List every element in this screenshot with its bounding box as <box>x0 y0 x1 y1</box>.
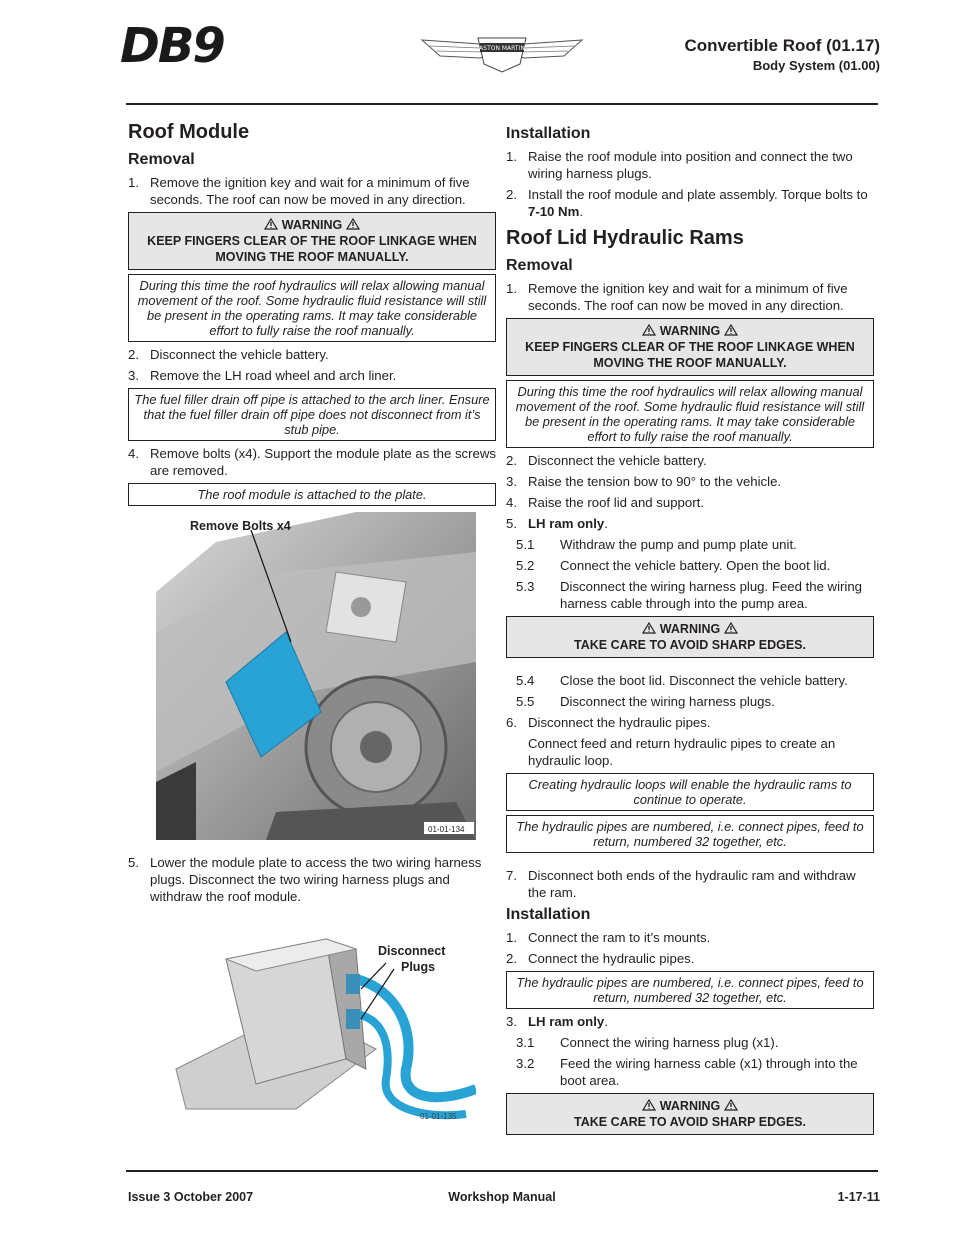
warning-icon <box>642 622 656 634</box>
section-title: Convertible Roof (01.17) <box>684 36 880 55</box>
sub-step: 5.5 Disconnect the wiring harness plugs. <box>516 694 775 709</box>
note-box: The hydraulic pipes are numbered, i.e. connect pipes, feed to return, numbered 32 together, etc. <box>506 815 874 853</box>
warning-icon <box>346 218 360 230</box>
warning-icon <box>642 324 656 336</box>
step: 1. Remove the ignition key and wait for a minimum of five seconds. The roof can now be moved in any direction. <box>506 281 848 313</box>
figure-remove-bolts <box>156 512 476 840</box>
step: 5. Lower the module plate to access the two wiring harness plugs. Disconnect the two wiring harness plugs and withdraw the roof module. <box>128 855 482 904</box>
step: 4. Raise the roof lid and support. <box>506 495 704 510</box>
footer-manual: Workshop Manual <box>448 1190 556 1204</box>
heading-roof-module: Roof Module <box>128 121 250 143</box>
note-box: During this time the roof hydraulics will relax allowing manual movement of the roof. Some hydraulic fluid resistance will still be present in the operating rams. It may take considerable effort to fully raise the roof manually. <box>506 380 874 448</box>
step: 3. Raise the tension bow to 90° to the vehicle. <box>506 474 782 489</box>
step: 2. Disconnect the vehicle battery. <box>506 453 707 468</box>
heading-removal: Removal <box>128 151 195 168</box>
figure-id: 01-01-135 <box>420 1112 457 1121</box>
warning-box: WARNING KEEP FINGERS CLEAR OF THE ROOF LINKAGE WHEN MOVING THE ROOF MANUALLY. <box>128 212 496 270</box>
step: 3. LH ram only. <box>506 1014 608 1029</box>
warning-icon <box>724 622 738 634</box>
paragraph: Connect feed and return hydraulic pipes to create an hydraulic loop. <box>528 736 836 768</box>
step: 2. Disconnect the vehicle battery. <box>128 347 329 362</box>
figure-id: 01-01-134 <box>428 825 465 834</box>
step: 5. LH ram only. <box>506 516 608 531</box>
sub-step: 5.4 Close the boot lid. Disconnect the vehicle battery. <box>516 673 848 688</box>
warning-icon <box>642 1099 656 1111</box>
heading-installation: Installation <box>506 125 591 142</box>
heading-removal: Removal <box>506 257 573 274</box>
callout-label: Remove Bolts x4 <box>190 519 291 533</box>
note-box: During this time the roof hydraulics will relax allowing manual movement of the roof. Some hydraulic fluid resistance will still be present in the operating rams. It may take considerable effort to fully raise the roof manually. <box>128 274 496 342</box>
note-box: Creating hydraulic loops will enable the hydraulic rams to continue to operate. <box>506 773 874 811</box>
callout-label: Disconnect <box>378 944 446 958</box>
svg-text:ASTON MARTIN: ASTON MARTIN <box>479 45 525 52</box>
step: 1. Remove the ignition key and wait for a minimum of five seconds. The roof can now be moved in any direction. <box>128 175 470 207</box>
sub-step: 5.2 Connect the vehicle battery. Open the boot lid. <box>516 558 831 573</box>
sub-step: 3.1 Connect the wiring harness plug (x1). <box>516 1035 779 1050</box>
step: 3. Remove the LH road wheel and arch liner. <box>128 368 397 383</box>
footer-issue: Issue 3 October 2007 <box>128 1190 254 1204</box>
heading-installation: Installation <box>506 906 591 923</box>
step: 1. Raise the roof module into position and connect the two wiring harness plugs. <box>506 149 853 181</box>
note-box: The roof module is attached to the plate. <box>128 483 496 506</box>
sub-step: 5.3 Disconnect the wiring harness plug. Feed the wiring harness cable through into the pump area. <box>516 579 863 611</box>
step: 1. Connect the ram to it’s mounts. <box>506 930 711 945</box>
left-column <box>128 120 496 1135</box>
figure-disconnect-plugs <box>156 919 476 1135</box>
note-box: The fuel filler drain off pipe is attached to the arch liner. Ensure that the fuel filler drain off pipe does not disconnect from it’s stub pipe. <box>128 388 496 441</box>
section-subtitle: Body System (01.00) <box>752 58 880 73</box>
warning-icon <box>724 324 738 336</box>
note-box: The hydraulic pipes are numbered, i.e. connect pipes, feed to return, numbered 32 together, etc. <box>506 971 874 1009</box>
footer-page-number: 1-17-11 <box>837 1190 880 1204</box>
warning-box: WARNING KEEP FINGERS CLEAR OF THE ROOF LINKAGE WHEN MOVING THE ROOF MANUALLY. <box>506 318 874 376</box>
warning-box: WARNING TAKE CARE TO AVOID SHARP EDGES. <box>506 616 874 658</box>
step: 4. Remove bolts (x4). Support the module plate as the screws are removed. <box>128 446 496 478</box>
step: 7. Disconnect both ends of the hydraulic ram and withdraw the ram. <box>506 868 856 900</box>
sub-step: 5.1 Withdraw the pump and pump plate unit. <box>516 537 797 552</box>
step: 2. Connect the hydraulic pipes. <box>506 951 695 966</box>
step: 6. Disconnect the hydraulic pipes. <box>506 715 711 730</box>
callout-label: Plugs <box>401 960 436 974</box>
step: 2. Install the roof module and plate assembly. Torque bolts to 7-10 Nm. <box>506 187 868 219</box>
db9-logo: DB9 <box>120 18 224 74</box>
warning-icon <box>724 1099 738 1111</box>
aston-martin-emblem <box>420 34 584 74</box>
header-rule <box>126 103 878 105</box>
footer-rule <box>126 1170 878 1172</box>
sub-step: 3.2 Feed the wiring harness cable (x1) through into the boot area. <box>516 1056 858 1088</box>
heading-roof-lid-hydraulic-rams: Roof Lid Hydraulic Rams <box>506 227 744 249</box>
warning-box: WARNING TAKE CARE TO AVOID SHARP EDGES. <box>506 1093 874 1135</box>
warning-icon <box>264 218 278 230</box>
right-column <box>506 122 874 1139</box>
